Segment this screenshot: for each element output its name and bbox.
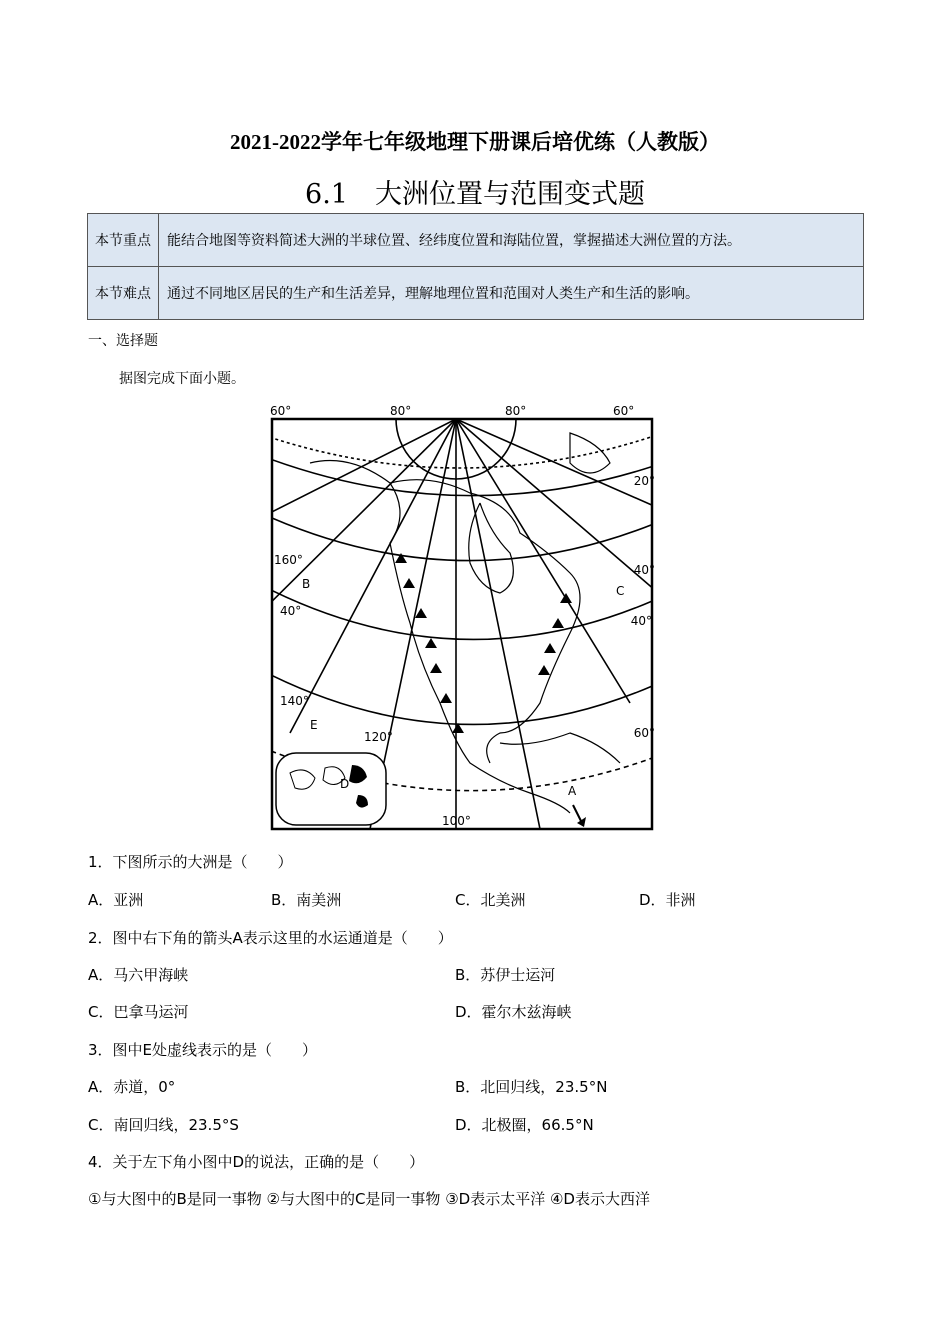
answer-option[interactable]: C．巴拿马运河 <box>88 1003 189 1021</box>
answer-option[interactable]: A．马六甲海峡 <box>88 966 189 984</box>
answer-option[interactable]: D．北极圈，66.5°N <box>455 1116 594 1134</box>
map-label: 120° <box>364 730 393 744</box>
map-letter-b: B <box>302 577 311 591</box>
map-letter-e: E <box>310 718 318 732</box>
map-label: 40° <box>280 604 302 618</box>
map-label: 40° <box>630 614 652 628</box>
answer-option[interactable]: A．亚洲 <box>88 891 144 909</box>
table-row <box>88 267 864 320</box>
question-intro: 据图完成下面小题。 <box>119 371 245 387</box>
map-label: 60° <box>613 404 635 418</box>
map-label: 160° <box>274 553 303 567</box>
table-row-label: 本节重点 <box>88 214 159 267</box>
answer-option[interactable]: B．北回归线，23.5°N <box>455 1078 608 1096</box>
document-subtitle: 6.1 大洲位置与范围变式题 <box>305 179 645 210</box>
answer-option[interactable]: C．南回归线，23.5°S <box>88 1116 239 1134</box>
map-letter-a: A <box>568 784 577 798</box>
table-row-label: 本节难点 <box>88 267 159 320</box>
map-label: 20° <box>633 474 655 488</box>
map-label: 100° <box>442 814 471 828</box>
question-stem: 1．下图所示的大洲是（ ） <box>88 853 293 871</box>
question-stem: 2．图中右下角的箭头A表示这里的水运通道是（ ） <box>88 929 453 947</box>
key-points-table <box>87 213 864 320</box>
map-label: 60° <box>270 404 292 418</box>
map-label: 40° <box>633 563 655 577</box>
table-row-text: 能结合地图等资料简述大洲的半球位置、经纬度位置和海陆位置，掌握描述大洲位置的方法。 <box>159 214 864 267</box>
map-label: 140° <box>280 694 309 708</box>
answer-option[interactable]: D．霍尔木兹海峡 <box>455 1003 572 1021</box>
map-letter-d: D <box>340 777 350 791</box>
section-heading: 一、选择题 <box>88 333 158 349</box>
map-label: 80° <box>390 404 412 418</box>
answer-option[interactable]: B．南美洲 <box>271 891 342 909</box>
answer-option[interactable]: B．苏伊士运河 <box>455 966 556 984</box>
question-statements: ①与大图中的B是同一事物 ②与大图中的C是同一事物 ③D表示太平洋 ④D表示大西洋 <box>88 1190 650 1208</box>
map-label: 60° <box>633 726 655 740</box>
answer-option[interactable]: C．北美洲 <box>455 891 526 909</box>
north-america-map <box>270 403 655 831</box>
document-title: 2021-2022学年七年级地理下册课后培优练（人教版） <box>230 130 720 154</box>
map-letter-c: C <box>616 584 625 598</box>
question-stem: 4．关于左下角小图中D的说法，正确的是（ ） <box>88 1153 425 1171</box>
question-stem: 3．图中E处虚线表示的是（ ） <box>88 1041 318 1059</box>
inset-world-map <box>276 753 386 825</box>
table-row-text: 通过不同地区居民的生产和生活差异，理解地理位置和范围对人类生产和生活的影响。 <box>159 267 864 320</box>
map-label: 80° <box>505 404 527 418</box>
answer-option[interactable]: D．非洲 <box>639 891 696 909</box>
answer-option[interactable]: A．赤道，0° <box>88 1078 176 1096</box>
table-row <box>88 214 864 267</box>
